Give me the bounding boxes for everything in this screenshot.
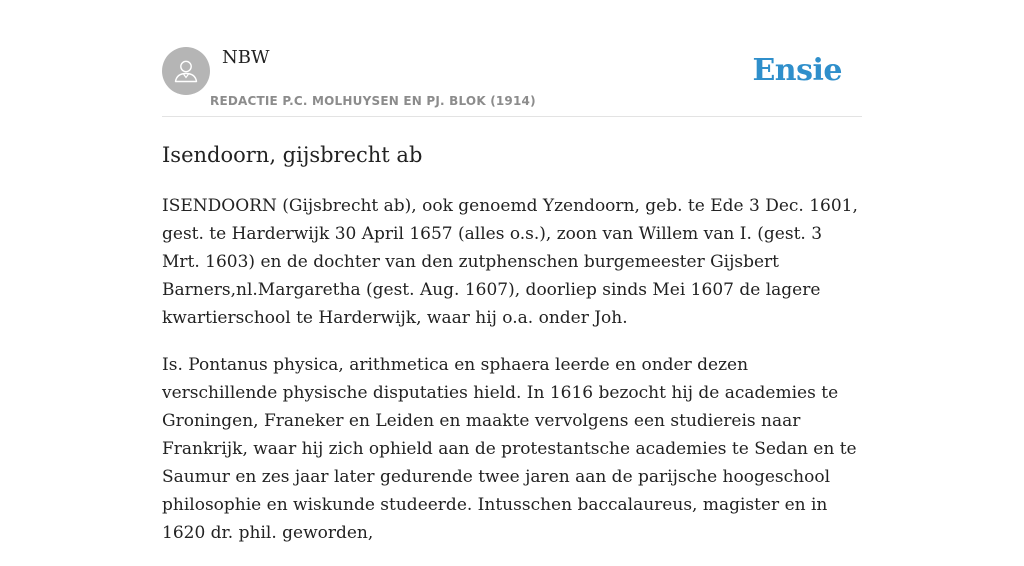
author-avatar[interactable] [162,47,210,95]
brand-logo[interactable]: Ensie [752,53,842,88]
author-byline: REDACTIE P.C. MOLHUYSEN EN PJ. BLOK (1914) [210,94,536,108]
article-paragraph: Is. Pontanus physica, arithmetica en sphaera leerde en onder dezen verschillende physische disputaties hield. In 1616 bezocht hij de academies te Groningen, Franeker en Leiden en maakte vervolgens een studiereis naar Frankrijk, waar hij zich ophield aan de protestantsche academies te Sedan en te Saumur en zes jaar later gedurende twee jaren aan de parijsche hoogeschool philosophie en wiskunde studeerde. Intusschen baccalaureus, magister en in 1620 dr. phil. geworden, [162,355,857,543]
article-body [162,192,862,566]
page-title: Isendoorn, gijsbrecht ab [162,143,423,167]
article-paragraph: ISENDOORN (Gijsbrecht ab), ook genoemd Yzendoorn, geb. te Ede 3 Dec. 1601, gest. te Harderwijk 30 April 1657 (alles o.s.), zoon van Willem van I. (gest. 3 Mrt. 1603) en de dochter van den zutphenschen burgemeester Gijsbert Barners,nl.Margaretha (gest. Aug. 1607), doorliep sinds Mei 1607 de lagere kwartierschool te Harderwijk, waar hij o.a. onder Joh. [162,196,858,328]
author-name[interactable]: NBW [222,47,270,68]
article-header [162,46,862,117]
user-icon [162,47,210,95]
